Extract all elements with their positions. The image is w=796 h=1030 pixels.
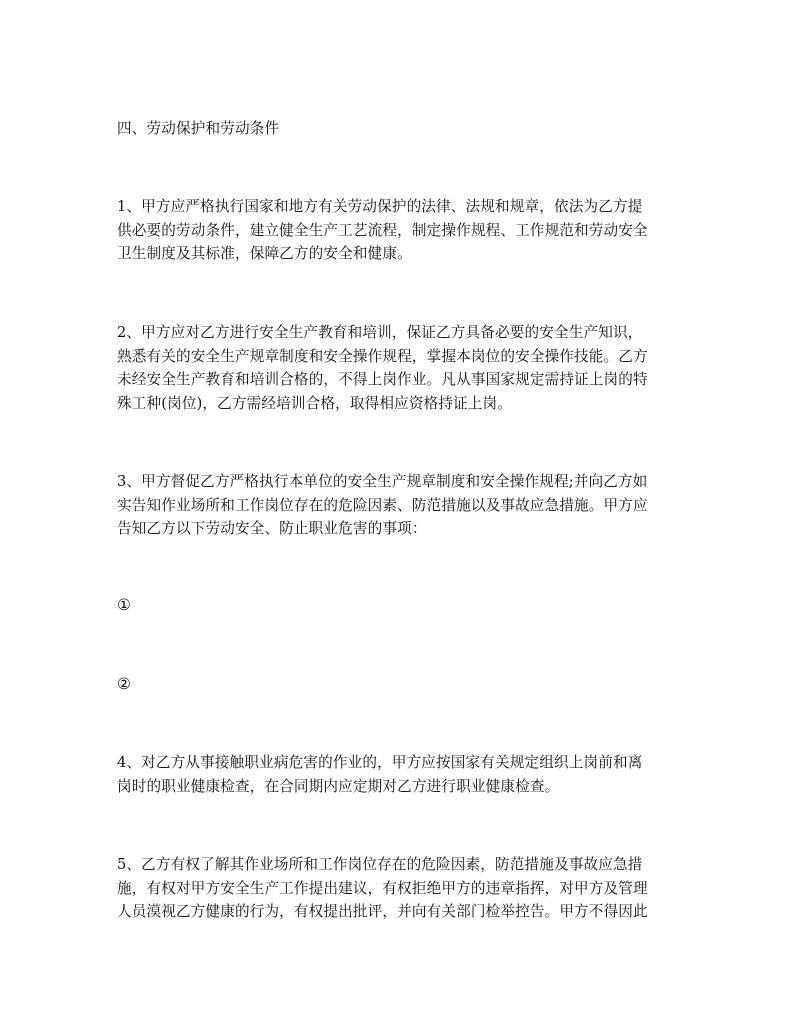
list-marker-2 xyxy=(117,673,685,697)
list-marker-text: ② xyxy=(117,675,132,693)
paragraph-5 xyxy=(117,853,685,924)
paragraph-3 xyxy=(117,470,685,541)
list-marker-text: ① xyxy=(117,596,132,614)
paragraph-line: 实告知作业场所和工作岗位存在的危险因素、防范措施以及事故应急措施。甲方应 xyxy=(117,496,648,514)
paragraph-line: 卫生制度及其标准，保障乙方的安全和健康。 xyxy=(117,245,412,262)
paragraph-line: 熟悉有关的安全生产规章制度和安全操作规程，掌握本岗位的安全操作技能。乙方 xyxy=(117,347,648,365)
paragraph-line: 施，有权对甲方安全生产工作提出建议，有权拒绝甲方的违章指挥，对甲方及管理 xyxy=(117,879,648,897)
paragraph-line: 4、对乙方从事接触职业病危害的作业的，甲方应按国家有关规定组织上岗前和离 xyxy=(117,754,643,771)
paragraph-line: 2、甲方应对乙方进行安全生产教育和培训，保证乙方具备必要的安全生产知识， xyxy=(117,324,643,341)
paragraph-line: 1、甲方应严格执行国家和地方有关劳动保护的法律、法规和规章，依法为乙方提 xyxy=(117,198,643,215)
list-marker-1 xyxy=(117,594,685,618)
paragraph-2 xyxy=(117,321,685,415)
paragraph-line: 供必要的劳动条件，建立健全生产工艺流程，制定操作规程、工作规范和劳动安全 xyxy=(117,221,648,239)
paragraph-line: 告知乙方以下劳动安全、防止职业危害的事项： xyxy=(117,520,427,537)
section-heading-text: 四、劳动保护和劳动条件 xyxy=(117,120,280,137)
paragraph-line: 岗时的职业健康检查，在合同期内应定期对乙方进行职业健康检查。 xyxy=(117,777,560,795)
paragraph-line: 人员漠视乙方健康的行为，有权提出批评，并向有关部门检举控告。甲方不得因此 xyxy=(117,903,648,920)
section-heading xyxy=(117,117,685,141)
paragraph-line: 3、甲方督促乙方严格执行本单位的安全生产规章制度和安全操作规程;并向乙方如 xyxy=(117,473,648,490)
paragraph-line: 5、乙方有权了解其作业场所和工作岗位存在的危险因素，防范措施及事故应急措 xyxy=(117,856,643,873)
paragraph-1 xyxy=(117,195,685,266)
paragraph-line: 殊工种(岗位)，乙方需经培训合格，取得相应资格持证上岗。 xyxy=(117,394,513,412)
paragraph-4 xyxy=(117,751,685,798)
paragraph-line: 未经安全生产教育和培训合格的，不得上岗作业。凡从事国家规定需持证上岗的特 xyxy=(117,371,648,388)
